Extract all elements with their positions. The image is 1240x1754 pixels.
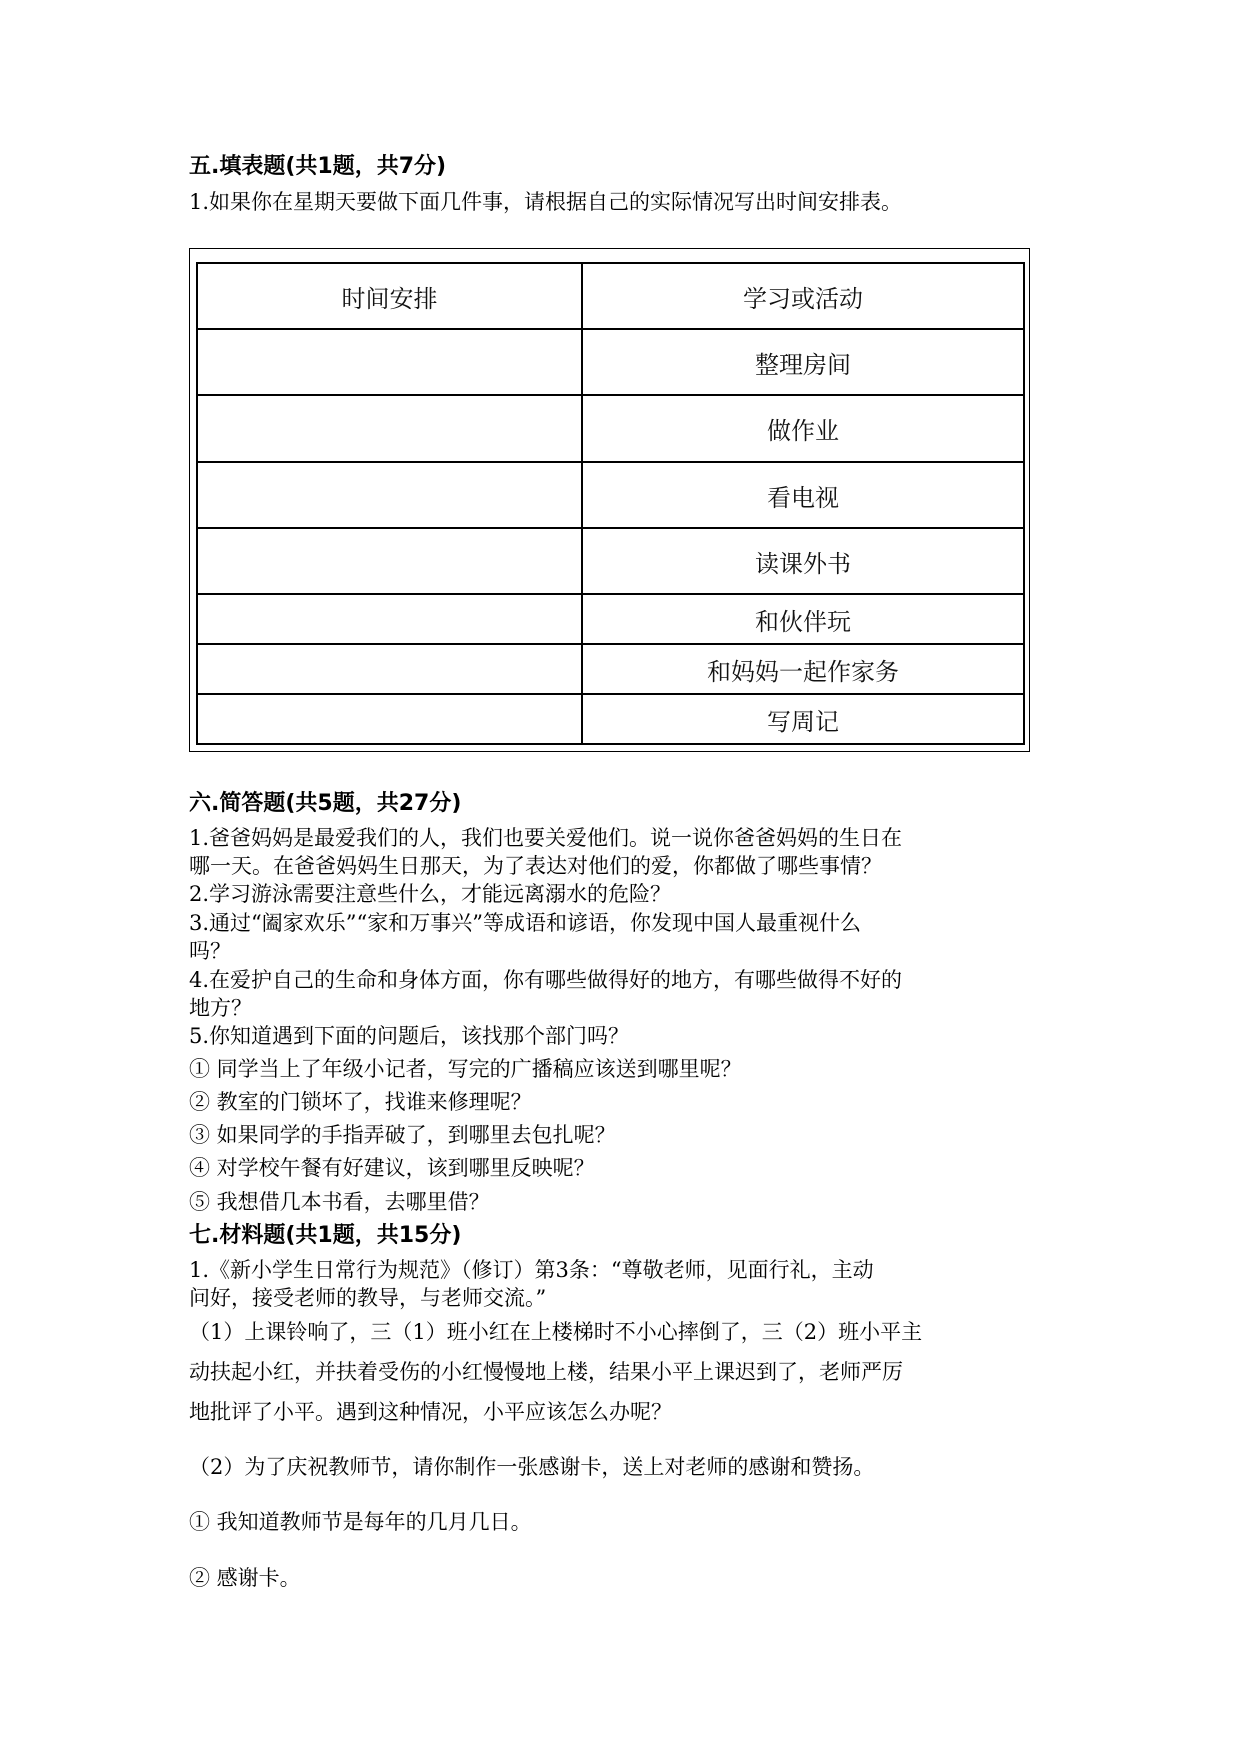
section6-line: 4.在爱护自己的生命和身体方面，你有哪些做得好的地方，有哪些做得不好的	[189, 968, 903, 992]
section6-subitem: ④ 对学校午餐有好建议，该到哪里反映呢？	[189, 1156, 595, 1180]
section7-line: 动扶起小红，并扶着受伤的小红慢慢地上楼，结果小平上课迟到了，老师严厉	[189, 1360, 903, 1384]
activity-cell: 看电视	[582, 462, 1024, 528]
activity-cell: 整理房间	[582, 329, 1024, 395]
section6-heading: 六.简答题(共5题，共27分)	[189, 791, 462, 816]
table-row	[197, 528, 1024, 594]
section7-line: （1）上课铃响了，三（1）班小红在上楼梯时不小心摔倒了，三（2）班小平主	[189, 1320, 923, 1344]
activity-cell: 写周记	[582, 694, 1024, 744]
table-row	[197, 462, 1024, 528]
time-cell[interactable]	[197, 644, 582, 694]
section6-subitem: ② 教室的门锁坏了，找谁来修理呢？	[189, 1090, 532, 1114]
time-cell[interactable]	[197, 694, 582, 744]
time-cell[interactable]	[197, 462, 582, 528]
section6-line: 3.通过“阖家欢乐”“家和万事兴”等成语和谚语，你发现中国人最重视什么	[189, 911, 861, 935]
section6-line: 地方？	[189, 996, 252, 1020]
section6-line: 1.爸爸妈妈是最爱我们的人，我们也要关爱他们。说一说你爸爸妈妈的生日在	[189, 826, 903, 850]
section5-question: 1.如果你在星期天要做下面几件事，请根据自己的实际情况写出时间安排表。	[189, 190, 903, 214]
table-row	[197, 329, 1024, 395]
table-row	[197, 694, 1024, 744]
section7-line: （2）为了庆祝教师节，请你制作一张感谢卡，送上对老师的感谢和赞扬。	[189, 1455, 875, 1479]
table-header-row	[197, 263, 1024, 329]
table-row	[197, 644, 1024, 694]
table-row	[197, 594, 1024, 644]
schedule-table	[196, 262, 1025, 745]
section6-line: 2.学习游泳需要注意些什么，才能远离溺水的危险？	[189, 882, 672, 906]
activity-cell: 读课外书	[582, 528, 1024, 594]
time-cell[interactable]	[197, 395, 582, 462]
section6-line: 吗？	[189, 939, 231, 963]
time-cell[interactable]	[197, 528, 582, 594]
section7-line: 问好，接受老师的教导，与老师交流。”	[189, 1286, 547, 1310]
section7-subitem: ② 感谢卡。	[189, 1566, 301, 1590]
time-cell[interactable]	[197, 594, 582, 644]
section7-line: 地批评了小平。遇到这种情况，小平应该怎么办呢？	[189, 1400, 672, 1424]
activity-cell: 和伙伴玩	[582, 594, 1024, 644]
section6-subitem: ⑤ 我想借几本书看，去哪里借？	[189, 1190, 490, 1214]
section6-subitem: ① 同学当上了年级小记者，写完的广播稿应该送到哪里呢？	[189, 1057, 742, 1081]
section7-heading: 七.材料题(共1题，共15分)	[189, 1223, 462, 1248]
section5-heading: 五.填表题(共1题，共7分)	[189, 154, 447, 179]
activity-cell: 和妈妈一起作家务	[582, 644, 1024, 694]
section6-line: 5.你知道遇到下面的问题后，该找那个部门吗？	[189, 1024, 630, 1048]
section7-subitem: ① 我知道教师节是每年的几月几日。	[189, 1510, 532, 1534]
section7-line: 1.《新小学生日常行为规范》（修订）第3条：“尊敬老师，见面行礼，主动	[189, 1258, 874, 1282]
time-cell[interactable]	[197, 329, 582, 395]
table-row	[197, 395, 1024, 462]
activity-cell: 做作业	[582, 395, 1024, 462]
section6-line: 哪一天。在爸爸妈妈生日那天，为了表达对他们的爱，你都做了哪些事情？	[189, 854, 882, 878]
section6-subitem: ③ 如果同学的手指弄破了，到哪里去包扎呢？	[189, 1123, 616, 1147]
header-activity: 学习或活动	[582, 263, 1024, 329]
header-time: 时间安排	[197, 263, 582, 329]
